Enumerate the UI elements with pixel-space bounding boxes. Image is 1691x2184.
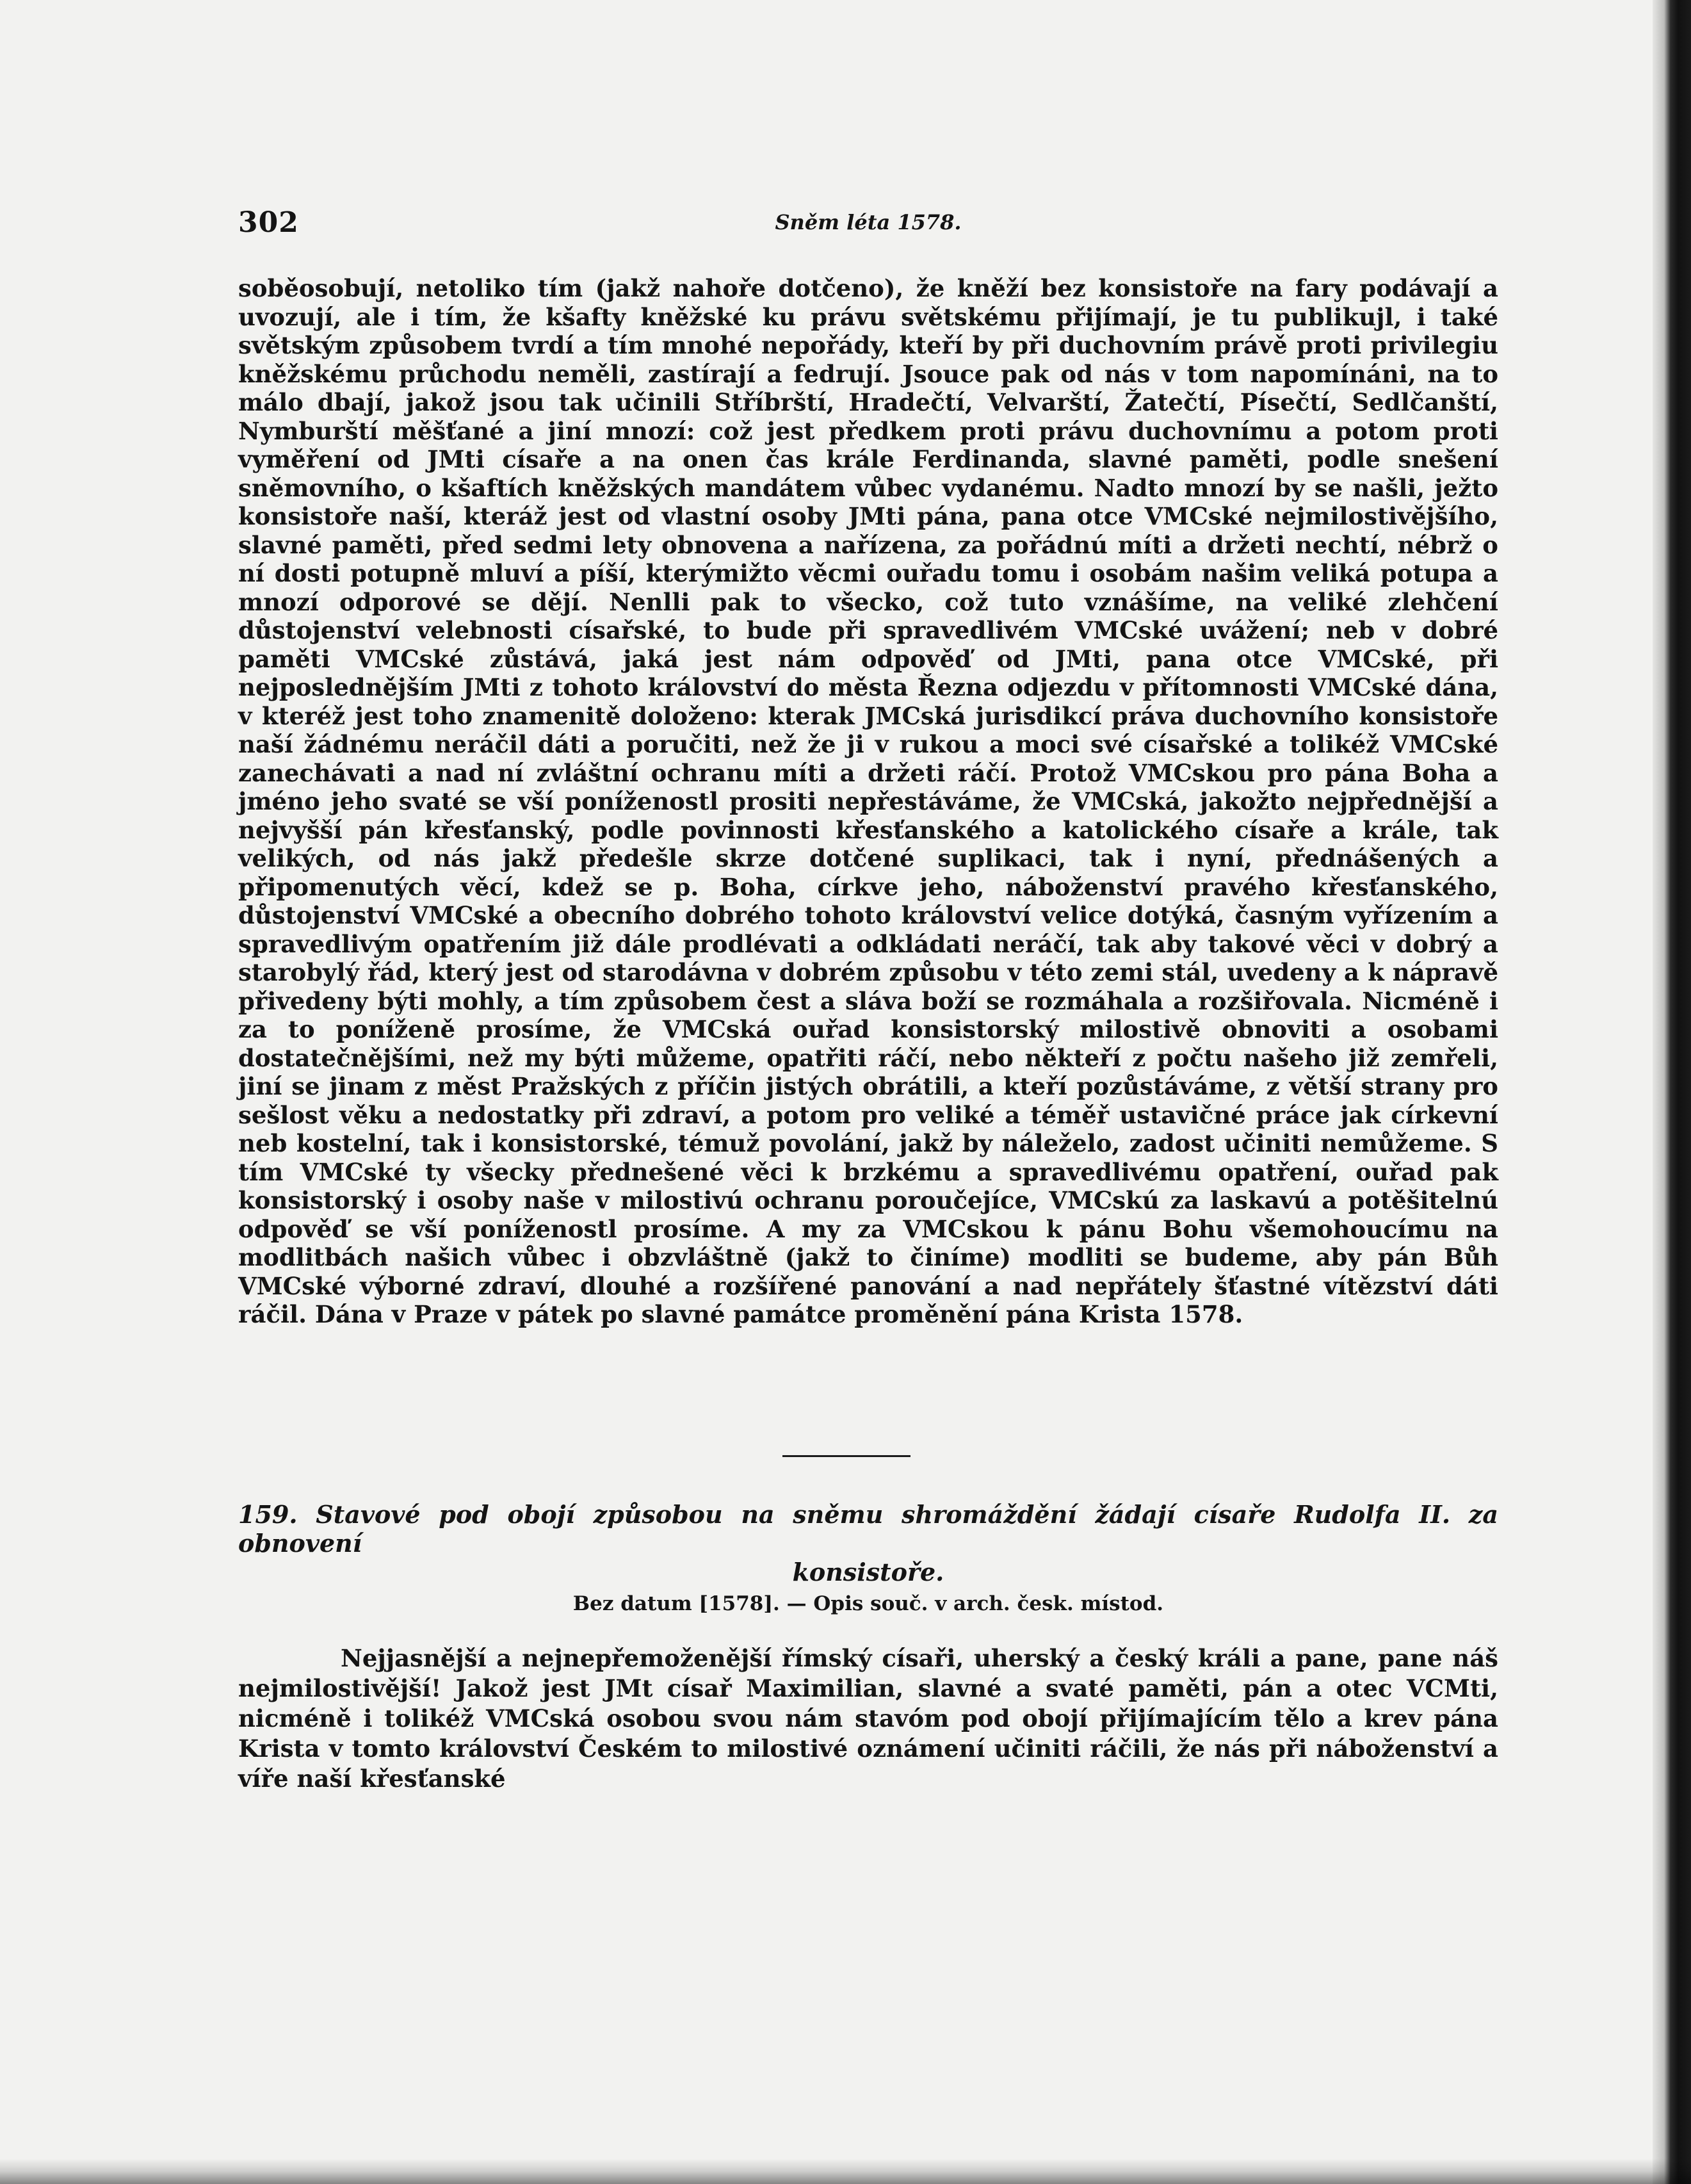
main-paragraph: soběosobují, netoliko tím (jakž nahoře dotčeno), že kněží bez konsistoře na fary podávají a uvozují, ale i tím, že kšafty kněžské ku právu světskému přijímají, je tu publikujl, i také světským způsobem tvrdí a tím mnohé nepořády, kteří by při duchovním právě proti privilegiu kněžskému průchodu neměli, zastírají a fedrují. Jsouce pak od nás v tom napomínáni, na to málo dbají, jakož jsou tak učinili Stříbrští, Hradečtí, Velvarští, Žatečtí, Písečtí, Sedlčanští, Nymburští měšťané a jiní mnozí: což jest předkem proti právu duchovnímu a potom proti vyměření od JMti císaře a na onen čas krále Ferdinanda, slavné paměti, podle snešení sněmovního, o kšaftích kněžských mandátem vůbec vydanému. Nadto mnozí by se našli, ježto konsistoře naší, kteráž jest od vlastní osoby JMti pána, pana otce VMCské nejmilostivějšího, slavné paměti, před sedmi lety obnovena a nařízena, za pořádnú míti a držeti nechtí, nébrž o ní dosti potupně mluví a píší, kterýmižto věcmi ouřadu tomu i osobám našim veliká potupa a mnozí odporové se dějí. Nenlli pak to všecko, což tuto vznášíme, na veliké zlehčení důstojenství velebnosti císařské, to bude při spravedlivém VMCské uvážení; neb v dobré paměti VMCské zůstává, jaká jest nám odpověď od JMti, pana otce VMCské, při nejposlednějším JMti z tohoto království do města Řezna odjezdu v přítomnosti VMCské dána, v kteréž jest toho znamenitě doloženo: kterak JMCská jurisdikcí práva duchovního konsistoře naší žádnému neráčil dáti a poručiti, než že ji v rukou a moci své císařské a tolikéž VMCské zanechávati a nad ní zvláštní ochranu míti a držeti ráčí. Protož VMCskou pro pána Boha a jméno jeho svaté se vší poníženostl prositi nepřestáváme, že VMCská, jakožto nejpřednější a nejvyšší pán křesťanský, podle povinnosti křesťanského a katolického císaře a krále, tak velikých, od nás jakž předešle skrze dotčené suplikaci, tak i nyní, přednášených a připomenutých věcí, kdež se p. Boha, církve jeho, náboženství pravého křesťanského, důstojenství VMCské a obecního dobrého tohoto království velice dotýká, časným vyřízením a spravedlivým opatřením již dále prodlévati a odkládati neráčí, tak aby takové věci v dobrý a starobylý řád, který jest od starodávna v dobrém způsobu v této zemi stál, uvedeny a k nápravě přivedeny býti mohly, a tím způsobem čest a sláva boží se rozmáhala a rozšiřovala. Nicméně i za to poníženě prosíme, že VMCská ouřad konsistorský milostivě obnoviti a osobami dostatečnějšími, než my býti můžeme, opatřiti ráčí, nebo někteří z počtu našeho již zemřeli, jiní se jinam z měst Pražských z příčin jistých obrátili, a kteří pozůstáváme, z větší strany pro sešlost věku a nedostatky při zdraví, a potom pro veliké a téměř ustavičné práce jak církevní neb kostelní, tak i konsistorské, témuž povolání, jakž by náleželo, zadost učiniti nemůžeme. S tím VMCské ty všecky přednešené věci k brzkému a spravedlivému opatření, ouřad pak konsistorský i osoby naše v milostivú ochranu poroučejíce, VMCskú za laskavú a potěšitelnú odpověď se vší poníženostl prosíme. A my za VMCskou k pánu Bohu všemohoucímu na modlitbách našich vůbec i obzvláštně (jakž to činíme) modliti se budeme, aby pán Bůh VMCské výborné zdraví, dlouhé a rozšířené panování a nad nepřátely šťastné vítězství dáti ráčil. Dána v Praze v pátek po slavné památce proměnění pána Krista 1578. bbox=[238, 274, 1498, 1328]
page-number: 302 bbox=[238, 206, 299, 239]
document-title-line2: konsistoře. bbox=[792, 1558, 944, 1586]
running-head: Sněm léta 1578. bbox=[775, 210, 962, 234]
section-divider bbox=[782, 1455, 910, 1457]
document-paragraph: Nejjasnější a nejnepřemoženější římský císaři, uherský a český králi a pane, pane náš nejmilostivější! Jakož jest JMt císař Maximilian, slavné a svaté paměti, pán a otec VCMti, nicméně i tolikéž VMCská osobou svou nám stavóm pod obojí přijímajícím tělo a krev pána Krista v tomto království Českém to milostivé oznámení učiniti ráčili, že nás při náboženství a víře naší křesťanské bbox=[238, 1644, 1498, 1793]
page-bottom-shadow bbox=[0, 2158, 1691, 2184]
page-header bbox=[238, 206, 1498, 245]
document-number: 159. bbox=[238, 1500, 298, 1529]
document-heading bbox=[238, 1500, 1498, 1586]
document-source-line: Bez datum [1578]. — Opis souč. v arch. česk. místod. bbox=[572, 1592, 1164, 1615]
page-spine-shadow bbox=[1653, 0, 1691, 2184]
document-text-block bbox=[238, 1643, 1498, 1794]
main-text-block bbox=[238, 274, 1498, 1329]
document-title-line1: Stavové pod obojí způsobou na sněmu shromáždění žádají císaře Rudolfa II. za obnovení bbox=[238, 1500, 1498, 1558]
